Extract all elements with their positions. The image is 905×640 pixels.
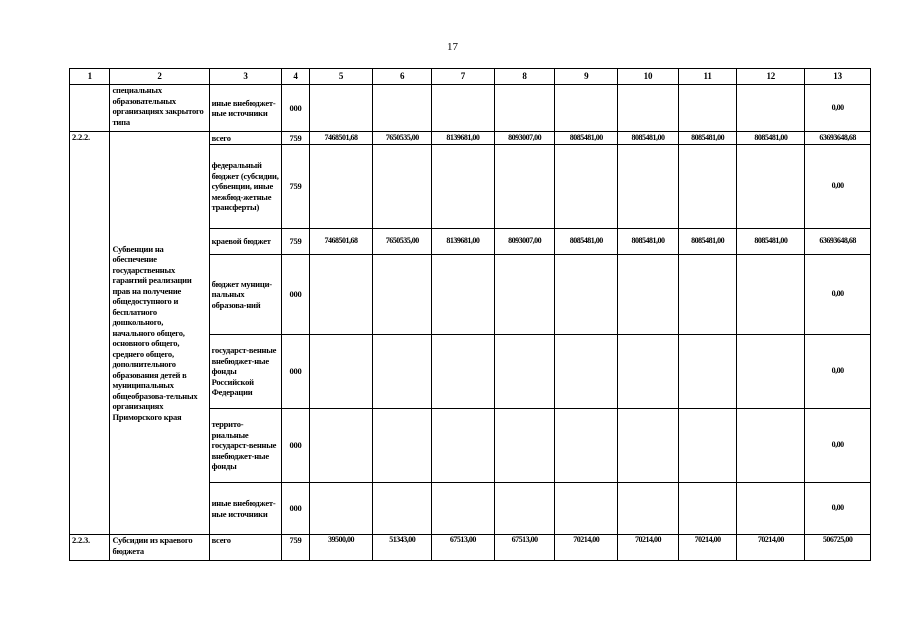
header-cell: 12 <box>737 69 805 85</box>
value-cell: 8085481,00 <box>737 229 805 255</box>
value-cell: 67513,00 <box>432 535 495 561</box>
source-cell: иные внебюджет-ные источники <box>209 85 282 132</box>
total-cell: 0,00 <box>805 255 871 335</box>
header-cell: 5 <box>309 69 373 85</box>
code-cell: 000 <box>282 255 309 335</box>
header-cell: 10 <box>618 69 679 85</box>
value-cell: 51343,00 <box>373 535 432 561</box>
total-cell: 0,00 <box>805 85 871 132</box>
code-cell: 000 <box>282 483 309 535</box>
code-cell: 759 <box>282 132 309 145</box>
source-cell: террито-риальные государст-венные внебюджет-ные фонды <box>209 409 282 483</box>
row-number-cell: 2.2.2. <box>70 132 110 535</box>
total-cell: 63693648,68 <box>805 229 871 255</box>
source-cell: всего <box>209 535 282 561</box>
row-number-cell <box>70 85 110 132</box>
value-cell: 8085481,00 <box>555 132 618 145</box>
code-cell: 000 <box>282 85 309 132</box>
value-cell: 70214,00 <box>737 535 805 561</box>
page-number: 17 <box>447 41 458 53</box>
code-cell: 759 <box>282 535 309 561</box>
source-cell: краевой бюджет <box>209 229 282 255</box>
source-cell: иные внебюджет-ные источники <box>209 483 282 535</box>
header-cell: 13 <box>805 69 871 85</box>
table-row <box>70 535 871 561</box>
value-cell: 70214,00 <box>678 535 737 561</box>
table-row <box>70 85 871 132</box>
total-cell: 0,00 <box>805 335 871 409</box>
value-cell: 7468501,68 <box>309 229 373 255</box>
value-cell: 8085481,00 <box>618 132 679 145</box>
total-cell: 0,00 <box>805 409 871 483</box>
value-cell: 8085481,00 <box>678 229 737 255</box>
value-cell: 7468501,68 <box>309 132 373 145</box>
source-cell: всего <box>209 132 282 145</box>
row-name-cell: Субсидии из краевого бюджета <box>110 535 209 561</box>
row-name-cell: Субвенции на обеспечение государственных гарантий реализации прав на получение общедоступного и бесплатного дошкольного, начального общего, основного общего, среднего общего, дополнительного образования детей в муниципальных общеобразова-тельных организациях Приморского края <box>110 132 209 535</box>
header-cell: 8 <box>494 69 555 85</box>
header-cell: 2 <box>110 69 209 85</box>
value-cell: 67513,00 <box>494 535 555 561</box>
header-cell: 9 <box>555 69 618 85</box>
value-cell: 70214,00 <box>618 535 679 561</box>
header-cell: 3 <box>209 69 282 85</box>
table-row <box>70 132 871 145</box>
total-cell: 506725,00 <box>805 535 871 561</box>
budget-table <box>69 68 871 561</box>
value-cell: 8085481,00 <box>555 229 618 255</box>
row-name-cell: специальных образовательных организациях закрытого типа <box>110 85 209 132</box>
code-cell: 759 <box>282 145 309 229</box>
value-cell: 8093007,00 <box>494 229 555 255</box>
row-number-cell: 2.2.3. <box>70 535 110 561</box>
header-cell: 6 <box>373 69 432 85</box>
code-cell: 000 <box>282 409 309 483</box>
value-cell: 39500,00 <box>309 535 373 561</box>
header-cell: 7 <box>432 69 495 85</box>
value-cell: 7650535,00 <box>373 132 432 145</box>
source-cell: бюджет муници-пальных образова-ний <box>209 255 282 335</box>
value-cell: 8085481,00 <box>618 229 679 255</box>
value-cell: 8093007,00 <box>494 132 555 145</box>
header-cell: 1 <box>70 69 110 85</box>
value-cell: 8139681,00 <box>432 132 495 145</box>
header-row <box>70 69 871 85</box>
header-cell: 4 <box>282 69 309 85</box>
header-cell: 11 <box>678 69 737 85</box>
value-cell: 7650535,00 <box>373 229 432 255</box>
source-cell: государст-венные внебюджет-ные фонды Российской Федерации <box>209 335 282 409</box>
total-cell: 0,00 <box>805 145 871 229</box>
value-cell: 70214,00 <box>555 535 618 561</box>
value-cell: 8085481,00 <box>737 132 805 145</box>
total-cell: 0,00 <box>805 483 871 535</box>
code-cell: 759 <box>282 229 309 255</box>
source-cell: федеральный бюджет (субсидии, субвенции, иные межбюд-жетные трансферты) <box>209 145 282 229</box>
total-cell: 63693648,68 <box>805 132 871 145</box>
code-cell: 000 <box>282 335 309 409</box>
value-cell: 8085481,00 <box>678 132 737 145</box>
value-cell: 8139681,00 <box>432 229 495 255</box>
